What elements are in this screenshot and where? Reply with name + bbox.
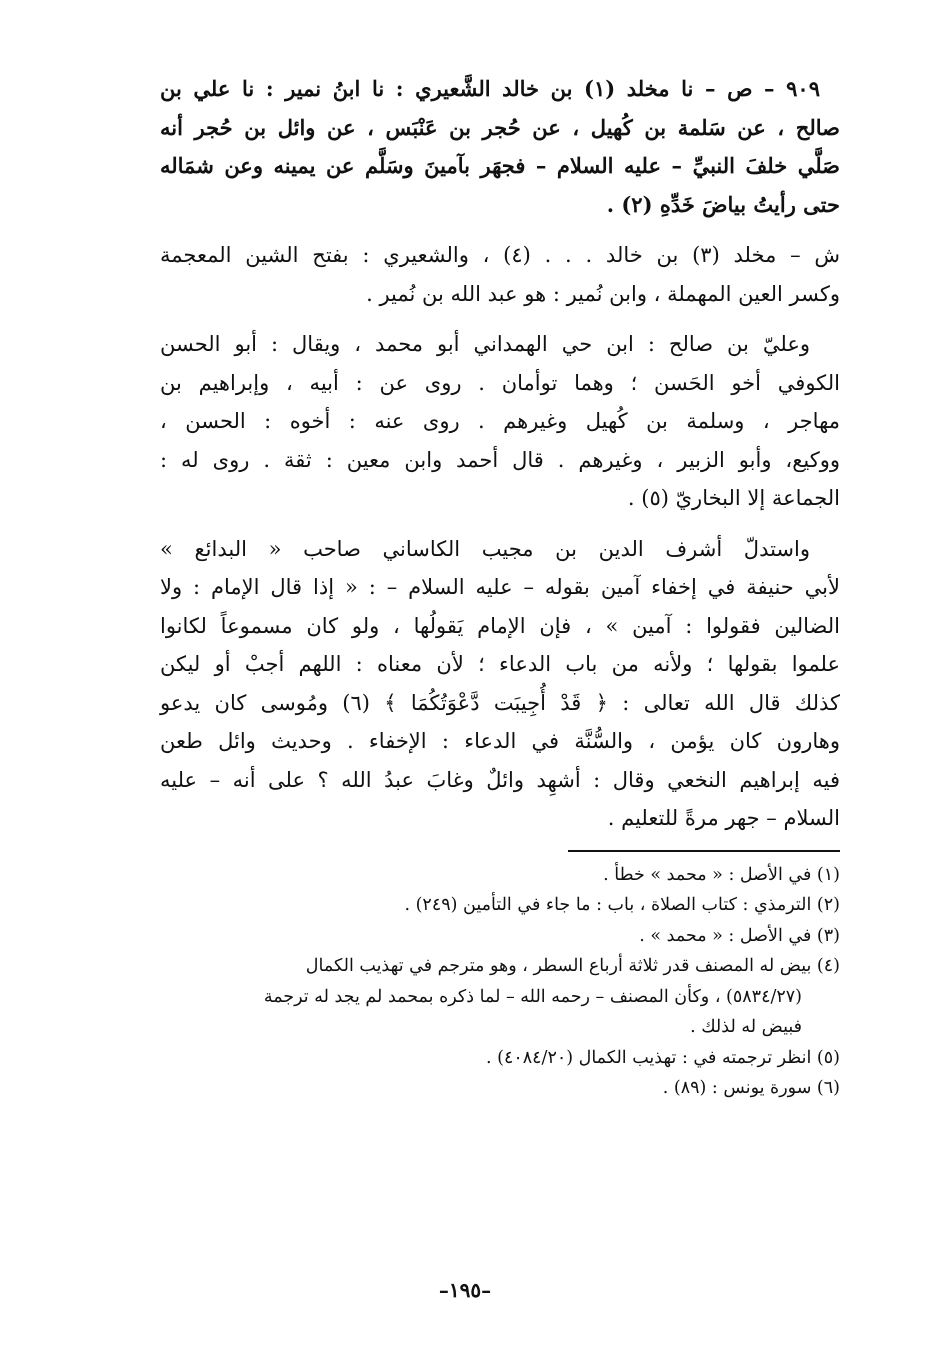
commentary-paragraph-2 [160,325,840,518]
commentary-line: لأبي حنيفة في إخفاء آمين بقوله – عليه السلام – : « إذا قال الإمام : ولا [160,575,840,599]
footnote-line: فبيض له لذلك . [690,1017,802,1037]
commentary-line: علموا بقولها ؛ ولأنه من باب الدعاء ؛ لأن معناه : اللهم أجبْ أو ليكن [160,652,840,676]
commentary-line: الضالين فقولوا : آمين » ، فإن الإمام يَقولُها ، ولو كان مسموعاً لكانوا [160,613,840,638]
page-number: –١٩٥– [438,1278,492,1302]
footnote-6: (٦) سورة يونس : (٨٩) . [662,1078,840,1098]
footnote-1: (١) في الأصل : « محمد » خطأ . [603,864,840,885]
commentary-line: وعليّ بن صالح : ابن حي الهمداني أبو محمد ، ويقال : أبو الحسن [160,332,810,356]
commentary-line: واستدلّ أشرف الدين بن مجيب الكاساني صاحب « البدائع » [160,536,810,561]
commentary-line: وكسر العين المهملة ، وابن نُمير : هو عبد الله بن نُمير . [366,281,840,306]
commentary-line: مهاجر ، وسلمة بن كُهيل وغيرهم . روى عنه : أخوه : الحسن ، [160,409,840,433]
commentary-line: وهارون كان يؤمن ، والسُّنَّة في الدعاء : الإخفاء . وحديث وائل طعن [160,729,840,753]
commentary-line: الكوفي أخو الحَسن ؛ وهما توأمان . روى عن : أبيه ، وإبراهيم بن [160,370,840,395]
commentary-line: فيه إبراهيم النخعي وقال : أشهِد وائلٌ وغابَ عبدُ الله ؟ على أنه – عليه [160,767,840,792]
commentary-line: السلام – جهر مرةً للتعليم . [607,806,840,830]
hadith-text [160,70,840,224]
hadith-line: صَلَّي خلفَ النبيِّ – عليه السلام – فجهَر بآمينَ وسَلَّم عن يمينه وعن شمَاله [160,153,840,178]
commentary-line: كذلك قال الله تعالى : ﴿ قَدْ أُجِيبَت دَّعْوَتُكُمَا ﴾ (٦) ومُوسى كان يدعو [160,690,841,715]
commentary-line: ووكيع، وأبو الزبير ، وغيرهم . قال أحمد وابن معين : ثقة . روى له : [160,447,840,472]
footnote-line: (٤) بيض له المصنف قدر ثلاثة أرباع السطر ، وهو مترجم في تهذيب الكمال [305,956,840,976]
commentary-line: الجماعة إلا البخاريّ (٥) . [627,486,840,510]
footnote-separator [568,850,840,852]
hadith-line: ٩٠٩ – ص – نا مخلد (١) بن خالد الشَّعيري : نا ابنُ نمير : نا علي بن [160,76,820,101]
footnotes [160,860,840,1104]
footnote-3: (٣) في الأصل : « محمد » . [639,925,840,946]
hadith-line: حتى رأيتُ بياضَ خَدِّهِ (٢) . [606,191,840,217]
commentary-line: ش – مخلد (٣) بن خالد . . . (٤) ، والشعيري : بفتح الشين المعجمة [160,243,840,267]
hadith-line: صالح ، عن سَلمة بن كُهيل ، عن حُجر بن عَنْبَس ، عن وائل بن حُجر أنه [160,114,840,140]
footnote-4 [160,951,840,1043]
page-body [160,70,840,1104]
footnote-2: (٢) الترمذي : كتاب الصلاة ، باب : ما جاء في التأمين (٢٤٩) . [404,895,840,915]
footnote-line: (٥٨٣٤/٢٧) ، وكأن المصنف – رحمه الله – لما ذكره بمحمد لم يجد له ترجمة [263,986,802,1007]
commentary-paragraph-3 [160,530,840,838]
commentary-paragraph-1 [160,236,840,313]
footnote-5: (٥) انظر ترجمته في : تهذيب الكمال (٤٠٨٤/٢٠) . [486,1047,840,1068]
